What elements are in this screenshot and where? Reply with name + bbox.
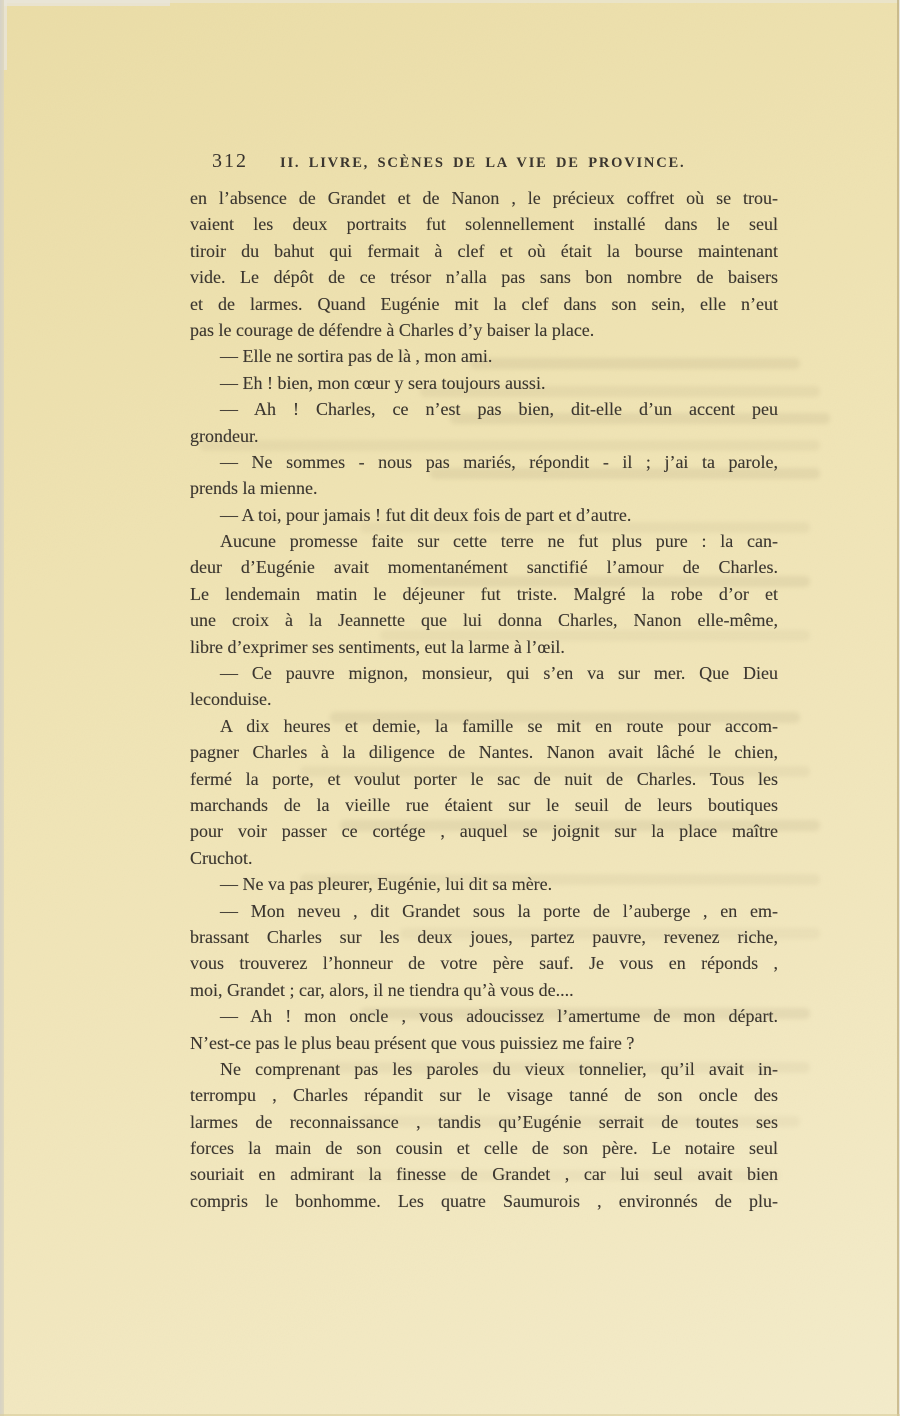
text-line: prends la mienne.: [190, 478, 318, 499]
text-line: — Ne sommes - nous pas mariés, répondit - il ; j’ai ta parole,: [220, 451, 778, 472]
scan-edge-left: [0, 0, 4, 1416]
page-header: [190, 150, 778, 174]
text-line: fermé la porte, et voulut porter le sac de nuit de Charles. Tous les: [190, 768, 778, 789]
text-line: larmes de reconnaissance , tandis qu’Eugénie serrait de toutes ses: [190, 1111, 778, 1132]
text-line: et de larmes. Quand Eugénie mit la clef dans son sein, elle n’eut: [190, 293, 778, 314]
text-line: N’est-ce pas le plus beau présent que vous puissiez me faire ?: [190, 1032, 635, 1053]
text-line: compris le bonhomme. Les quatre Saumurois , environnés de plu-: [190, 1190, 778, 1211]
text-line: grondeur.: [190, 425, 259, 446]
text-line: marchands de la vieille rue étaient sur le seuil de leurs boutiques: [190, 794, 778, 815]
page-number: 312: [212, 150, 248, 172]
text-line: Aucune promesse faite sur cette terre ne fut plus pure : la can-: [220, 531, 778, 552]
text-line: vide. Le dépôt de ce trésor n’alla pas sans bon nombre de baisers: [190, 267, 778, 288]
text-line: Ne comprenant pas les paroles du vieux tonnelier, qu’il avait in-: [220, 1058, 778, 1079]
text-line: A dix heures et demie, la famille se mit en route pour accom-: [220, 715, 778, 736]
text-line: libre d’exprimer ses sentiments, eut la larme à l’œil.: [190, 636, 565, 657]
text-line: brassant Charles sur les deux joues, partez pauvre, revenez riche,: [190, 926, 778, 947]
text-line: moi, Grandet ; car, alors, il ne tiendra qu’à vous de....: [190, 979, 574, 1000]
text-line: forces la main de son cousin et celle de son père. Le notaire seul: [190, 1138, 778, 1159]
text-line: terrompu , Charles répandit sur le visage tanné de son oncle des: [190, 1085, 778, 1106]
scan-edge-top: [0, 0, 900, 3]
text-line: — Ah ! mon oncle , vous adoucissez l’amertume de mon départ.: [220, 1006, 778, 1027]
text-column: [190, 150, 778, 1214]
text-line: — Ne va pas pleurer, Eugénie, lui dit sa mère.: [220, 874, 553, 895]
text-line: — Ah ! Charles, ce n’est pas bien, dit-elle d’un accent peu: [220, 399, 778, 420]
text-line: souriait en admirant la finesse de Grandet , car lui seul avait bien: [190, 1164, 778, 1185]
text-line: Le lendemain matin le déjeuner fut triste. Malgré la robe d’or et: [190, 583, 778, 604]
text-line: deur d’Eugénie avait momentanément sanctifié l’amour de Charles.: [190, 557, 778, 578]
text-line: pour voir passer ce cortége , auquel se joignit sur la place maître: [190, 821, 778, 842]
running-title: II. LIVRE, SCÈNES DE LA VIE DE PROVINCE.: [280, 155, 686, 171]
text-line: pas le courage de défendre à Charles d’y baiser la place.: [190, 319, 595, 340]
text-line: vous trouverez l’honneur de votre père sauf. Je vous en réponds ,: [190, 953, 778, 974]
text-line: vaient les deux portraits fut solennellement installé dans le seul: [190, 214, 778, 235]
text-line: — Mon neveu , dit Grandet sous la porte de l’auberge , en em-: [220, 900, 778, 921]
scan-corner-top-left: [0, 0, 170, 6]
text-line: une croix à la Jeannette que lui donna Charles, Nanon elle-même,: [190, 610, 778, 631]
text-line: tiroir du bahut qui fermait à clef et où était la bourse maintenant: [190, 240, 778, 261]
scan-corner-top-left-side: [0, 0, 7, 70]
page-edge-right: [897, 0, 899, 1416]
text-line: — A toi, pour jamais ! fut dit deux fois de part et d’autre.: [220, 504, 632, 525]
text-line: pagner Charles à la diligence de Nantes. Nanon avait lâché le chien,: [190, 742, 778, 763]
text-line: — Elle ne sortira pas de là , mon ami.: [220, 346, 493, 367]
text-line: — Eh ! bien, mon cœur y sera toujours aussi.: [220, 372, 546, 393]
text-line: leconduise.: [190, 689, 272, 710]
text-line: en l’absence de Grandet et de Nanon , le précieux coffret où se trou-: [190, 188, 778, 208]
text-line: Cruchot.: [190, 847, 253, 868]
text-line: — Ce pauvre mignon, monsieur, qui s’en va sur mer. Que Dieu: [220, 663, 778, 684]
body-text: [190, 185, 778, 1214]
